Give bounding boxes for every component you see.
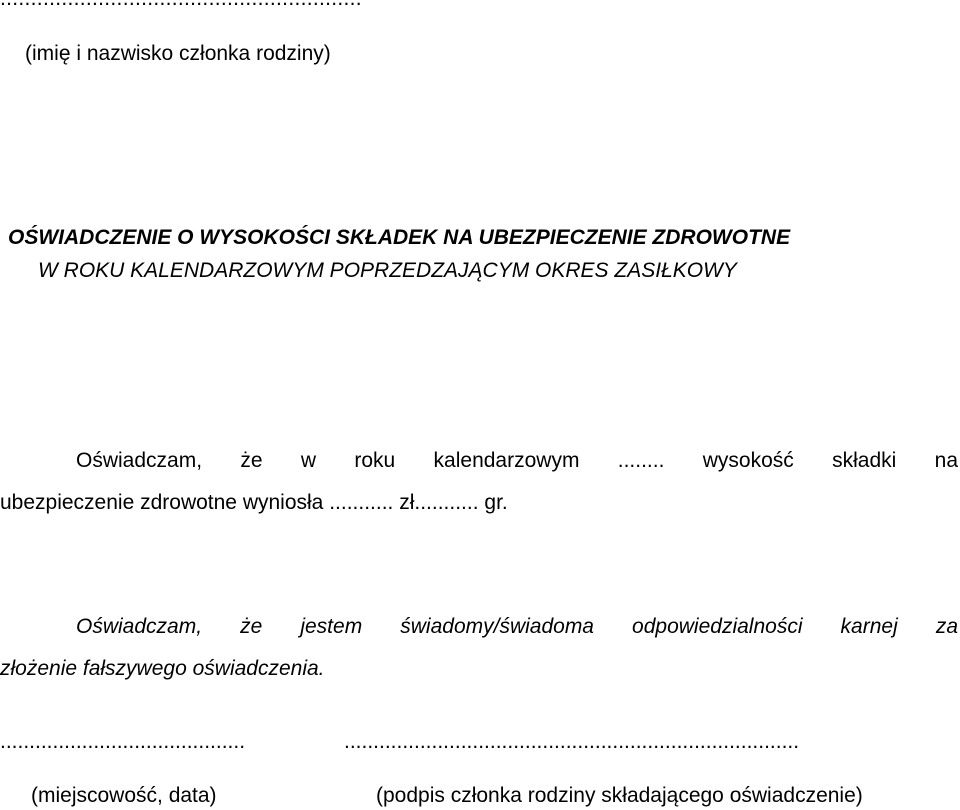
signature-label: (podpis członka rodziny składającego oświadczenie) <box>376 784 863 807</box>
contribution-statement-line1: Oświadczam, że w roku kalendarzowym ........ wysokość składki na <box>76 449 958 472</box>
document-title-line1: OŚWIADCZENIE O WYSOKOŚCI SKŁADEK NA UBEZPIECZENIE ZDROWOTNE <box>8 226 791 249</box>
place-date-label: (miejscowość, data) <box>31 784 217 807</box>
signature-dotted-line: .............................................................................. <box>344 730 800 753</box>
contribution-statement-line2: ubezpieczenie zdrowotne wyniosła ........... zł........... gr. <box>0 491 508 514</box>
document-title-line2: W ROKU KALENDARZOWYM POPRZEDZAJĄCYM OKRES ZASIŁKOWY <box>38 259 737 282</box>
place-date-dotted-line: .......................................... <box>0 730 246 753</box>
liability-statement-line1: Oświadczam, że jestem świadomy/świadoma odpowiedzialności karnej za <box>76 615 958 638</box>
liability-statement-line2: złożenie fałszywego oświadczenia. <box>0 657 325 680</box>
member-name-dotted-line <box>0 0 362 11</box>
member-name-label: (imię i nazwisko członka rodziny) <box>25 42 331 65</box>
